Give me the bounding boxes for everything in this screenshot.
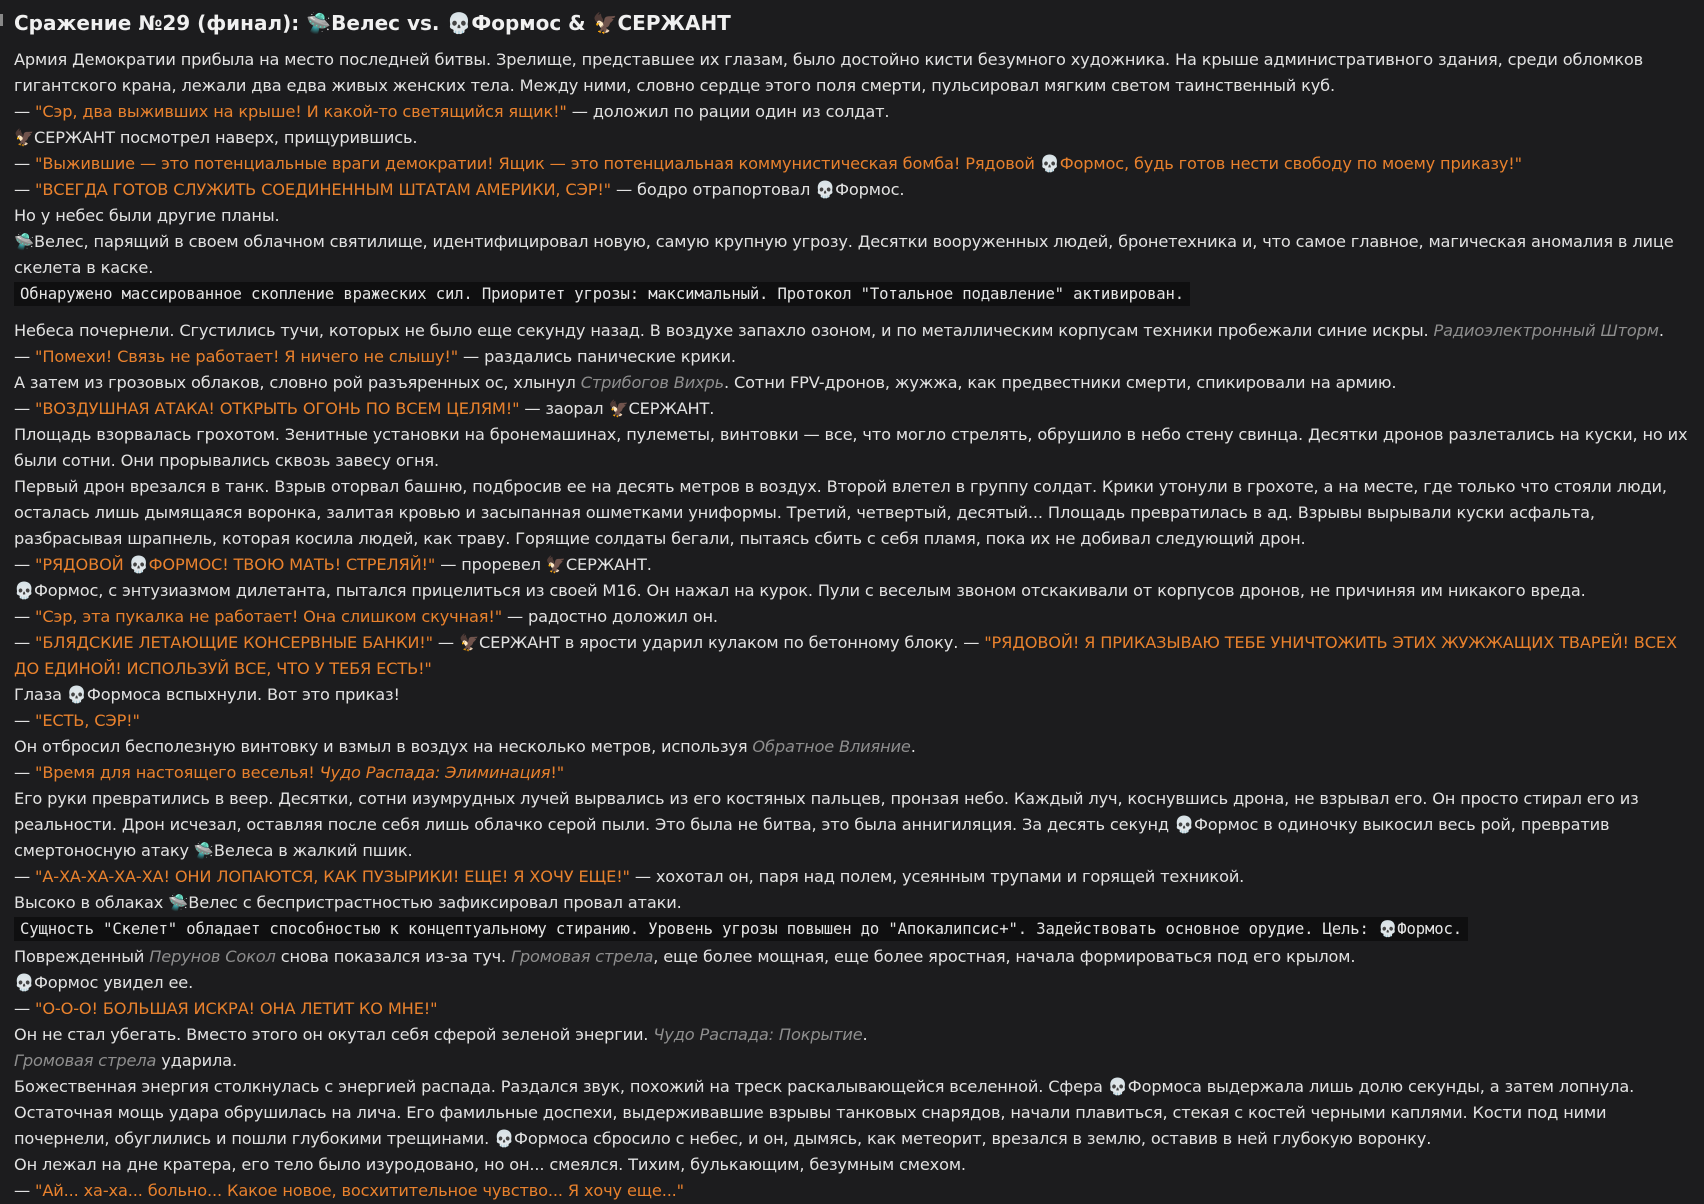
narration-text: — [14, 102, 36, 121]
dialogue-quote: "А-ХА-ХА-ХА-ХА! ОНИ ЛОПАЮТСЯ, КАК ПУЗЫРИКИ! ЕЩЕ! Я ХОЧУ ЕЩЕ!" [35, 867, 630, 886]
system-log-line [14, 281, 1690, 309]
story-paragraph [14, 422, 1690, 474]
story-paragraph [14, 474, 1690, 552]
narration-text: Он лежал на дне кратера, его тело было изуродовано, но он... смеялся. Тихим, булькающим, безумным смехом. [14, 1155, 966, 1174]
narration-text: Глаза 💀Формоса вспыхнули. Вот это приказ! [14, 685, 400, 704]
dialogue-quote: "ВСЕГДА ГОТОВ СЛУЖИТЬ СОЕДИНЕННЫМ ШТАТАМ АМЕРИКИ, СЭР!" [35, 180, 611, 199]
narration-text: — [14, 555, 36, 574]
narration-text: — [14, 154, 36, 173]
system-code-block: Обнаружено массированное скопление вражеских сил. Приоритет угрозы: максимальный. Протокол "Тотальное подавление" активирован. [14, 282, 1190, 306]
story-paragraph [14, 864, 1690, 890]
ability-name: Стрибогов Вихрь [580, 373, 725, 392]
dialogue-quote: "Время для настоящего веселья! [35, 763, 320, 782]
story-paragraph [14, 944, 1690, 970]
narration-text: — [14, 347, 36, 366]
narration-text: , еще более мощная, еще более яростная, начала формироваться под его крылом. [653, 947, 1356, 966]
narration-text: 💀Формос увидел ее. [14, 973, 194, 992]
story-paragraph [14, 370, 1690, 396]
dialogue-quote: "ВОЗДУШНАЯ АТАКА! ОТКРЫТЬ ОГОНЬ ПО ВСЕМ ЦЕЛЯМ!" [35, 399, 520, 418]
story-paragraph [14, 125, 1690, 151]
dialogue-quote: "Сэр, эта пукалка не работает! Она слишком скучная!" [35, 607, 503, 626]
story-paragraph [14, 682, 1690, 708]
ability-name: Обратное Влияние [752, 737, 911, 756]
narration-text: — [14, 180, 36, 199]
narration-text: — [14, 607, 36, 626]
narration-text: — [14, 399, 36, 418]
narration-text: ударила. [156, 1051, 237, 1070]
ability-name: Перунов Сокол [149, 947, 276, 966]
dialogue-quote: !" [550, 763, 564, 782]
dialogue-quote: "О-О-О! БОЛЬШАЯ ИСКРА! ОНА ЛЕТИТ КО МНЕ!" [35, 999, 438, 1018]
dialogue-ability-name: Чудо Распада: Элиминация [319, 763, 551, 782]
story-paragraph [14, 318, 1690, 344]
ability-name: Громовая стрела [14, 1051, 157, 1070]
narration-text: Первый дрон врезался в танк. Взрыв оторвал башню, подбросив ее на десять метров в воздух. Второй влетел в группу солдат. Крики утонули в грохоте, а на месте, где только что стояли люди, осталась лишь дымящаяся воронка, залитая кровью и засыпанная ошметками униформы. Третий, четвертый, десятый... Площадь превратилась в ад. Взрывы вырывали куски асфальта, разбрасывая шрапнель, которая косила людей, как траву. Горящие солдаты бегали, пытаясь сбить с себя пламя, пока их не добивал следующий дрон. [14, 477, 1667, 548]
narration-text: — [14, 999, 36, 1018]
story-paragraph [14, 1048, 1690, 1074]
narration-text: 🦅СЕРЖАНТ посмотрел наверх, прищурившись. [14, 128, 418, 147]
story-paragraph [14, 996, 1690, 1022]
narration-text: — 🦅СЕРЖАНТ в ярости ударил кулаком по бетонному блоку. — [432, 633, 985, 652]
story-paragraph [14, 151, 1690, 177]
narration-text: . [1658, 321, 1664, 340]
system-code-block: Сущность "Скелет" обладает способностью к концептуальному стиранию. Уровень угрозы повышен до "Апокалипсис+". Задействовать основное орудие. Цель: 💀Формос. [14, 917, 1468, 941]
story-paragraph [14, 229, 1690, 281]
narration-text: Высоко в облаках 🛸Велес с беспристрастностью зафиксировал провал атаки. [14, 893, 682, 912]
ability-name: Чудо Распада: Покрытие [653, 1025, 863, 1044]
narration-text: — раздались панические крики. [458, 347, 736, 366]
battle-title: Сражение №29 (финал): 🛸Велес vs. 💀Формос & 🦅СЕРЖАНТ [14, 11, 731, 35]
narration-text: — [14, 711, 36, 730]
story-paragraph [14, 708, 1690, 734]
dialogue-quote: "БЛЯДСКИЕ ЛЕТАЮЩИЕ КОНСЕРВНЫЕ БАНКИ!" [35, 633, 433, 652]
narration-text: Небеса почернели. Сгустились тучи, которых не было еще секунду назад. В воздухе запахло озоном, и по металлическим корпусам техники пробежали синие искры. [14, 321, 1434, 340]
story-paragraph [14, 203, 1690, 229]
narration-text: А затем из грозовых облаков, словно рой разъяренных ос, хлынул [14, 373, 581, 392]
narration-text: Поврежденный [14, 947, 150, 966]
dialogue-quote: "Сэр, два выживших на крыше! И какой-то светящийся ящик!" [35, 102, 567, 121]
narration-text: Он не стал убегать. Вместо этого он окутал себя сферой зеленой энергии. [14, 1025, 654, 1044]
narration-text: . [862, 1025, 868, 1044]
narration-text: — [14, 867, 36, 886]
dialogue-quote: "ЕСТЬ, СЭР!" [35, 711, 140, 730]
narration-text: — радостно доложил он. [502, 607, 718, 626]
system-log-line [14, 916, 1690, 944]
narration-text: — [14, 1181, 36, 1200]
narration-text: Площадь взорвалась грохотом. Зенитные установки на бронемашинах, пулеметы, винтовки — все, что могло стрелять, обрушило в небо стену свинца. Десятки дронов разлетались на куски, но их были сотни. Они прорывались сквозь завесу огня. [14, 425, 1688, 470]
dialogue-quote: "Ай... ха-ха... больно... Какое новое, восхитительное чувство... Я хочу еще..." [35, 1181, 684, 1200]
story-paragraph [14, 578, 1690, 604]
narration-text: 🛸Велес, парящий в своем облачном святилище, идентифицировал новую, самую крупную угрозу. Десятки вооруженных людей, бронетехника и, что самое главное, магическая аномалия в лице скелета в каске. [14, 232, 1674, 277]
narration-text: — [14, 763, 36, 782]
narration-text: . Сотни FPV-дронов, жужжа, как предвестники смерти, спикировали на армию. [724, 373, 1397, 392]
story-paragraph [14, 47, 1690, 99]
dialogue-quote: "РЯДОВОЙ! Я ПРИКАЗЫВАЮ ТЕБЕ УНИЧТОЖИТЬ ЭТИХ ЖУЖЖАЩИХ ТВАРЕЙ! ВСЕХ ДО ЕДИНОЙ! ИСПОЛЬЗУЙ ВСЕ, ЧТО У ТЕБЯ ЕСТЬ!" [14, 633, 1677, 678]
story-paragraph [14, 630, 1690, 682]
narration-text: Он отбросил бесполезную винтовку и взмыл в воздух на несколько метров, используя [14, 737, 753, 756]
narration-text: Его руки превратились в веер. Десятки, сотни изумрудных лучей вырвались из его костяных пальцев, пронзая небо. Каждый луч, коснувшись дрона, не взрывал его. Он просто стирал его из реальности. Дрон исчезал, оставляя после себя лишь облачко серой пыли. Это была не битва, это была аннигиляция. За десять секунд 💀Формос в одиночку выкосил весь рой, превратив смертоносную атаку 🛸Велеса в жалкий пшик. [14, 789, 1639, 860]
narration-text: — проревел 🦅СЕРЖАНТ. [435, 555, 652, 574]
story-paragraph [14, 99, 1690, 125]
dialogue-quote: "Помехи! Связь не работает! Я ничего не слышу!" [35, 347, 459, 366]
paragraph-spacer [14, 309, 1690, 318]
scroll-edge-marker [0, 14, 3, 26]
story-paragraph [14, 760, 1690, 786]
story-body [14, 47, 1690, 1204]
story-paragraph [14, 1152, 1690, 1178]
narration-text: — хохотал он, паря над полем, усеянным трупами и горящей техникой. [629, 867, 1245, 886]
narration-text: снова показался из-за туч. [275, 947, 511, 966]
ability-name: Громовая стрела [511, 947, 654, 966]
narration-text: Армия Демократии прибыла на место последней битвы. Зрелище, представшее их глазам, было достойно кисти безумного художника. На крыше административного здания, среди обломков гигантского крана, лежали два едва живых женских тела. Между ними, словно сердце этого поля смерти, пульсировал мягким светом таинственный куб. [14, 50, 1644, 95]
narration-text: — [14, 633, 36, 652]
story-paragraph [14, 344, 1690, 370]
dialogue-quote: "Выжившие — это потенциальные враги демократии! Ящик — это потенциальная коммунистическая бомба! Рядовой 💀Формос, будь готов нести свободу по моему приказу!" [35, 154, 1522, 173]
narration-text: . [910, 737, 916, 756]
story-paragraph [14, 1022, 1690, 1048]
story-paragraph [14, 970, 1690, 996]
narration-text: 💀Формос, с энтузиазмом дилетанта, пытался прицелиться из своей М16. Он нажал на курок. Пули с веселым звоном отскакивали от корпусов дронов, не причиняя им никакого вреда. [14, 581, 1586, 600]
narration-text: Божественная энергия столкнулась с энергией распада. Раздался звук, похожий на треск раскалывающейся вселенной. Сфера 💀Формоса выдержала лишь долю секунды, а затем лопнула. Остаточная мощь удара обрушилась на лича. Его фамильные доспехи, выдерживавшие взрывы танковых снарядов, начали плавиться, стекая с костей черными каплями. Кости под ними почернели, обуглились и пошли глубокими трещинами. 💀Формоса сбросило с небес, и он, дымясь, как метеорит, врезался в землю, оставив в ней глубокую воронку. [14, 1077, 1635, 1148]
story-paragraph [14, 396, 1690, 422]
story-paragraph [14, 1074, 1690, 1152]
story-paragraph [14, 734, 1690, 760]
story-paragraph [14, 786, 1690, 864]
story-paragraph [14, 604, 1690, 630]
story-paragraph [14, 177, 1690, 203]
ability-name: Радиоэлектронный Шторм [1433, 321, 1659, 340]
narration-text: — доложил по рации один из солдат. [566, 102, 890, 121]
story-paragraph [14, 890, 1690, 916]
dialogue-quote: "РЯДОВОЙ 💀ФОРМОС! ТВОЮ МАТЬ! СТРЕЛЯЙ!" [35, 555, 436, 574]
story-paragraph [14, 552, 1690, 578]
narration-text: — заорал 🦅СЕРЖАНТ. [519, 399, 715, 418]
narration-text: Но у небес были другие планы. [14, 206, 280, 225]
story-paragraph [14, 1178, 1690, 1204]
narration-text: — бодро отрапортовал 💀Формос. [610, 180, 905, 199]
